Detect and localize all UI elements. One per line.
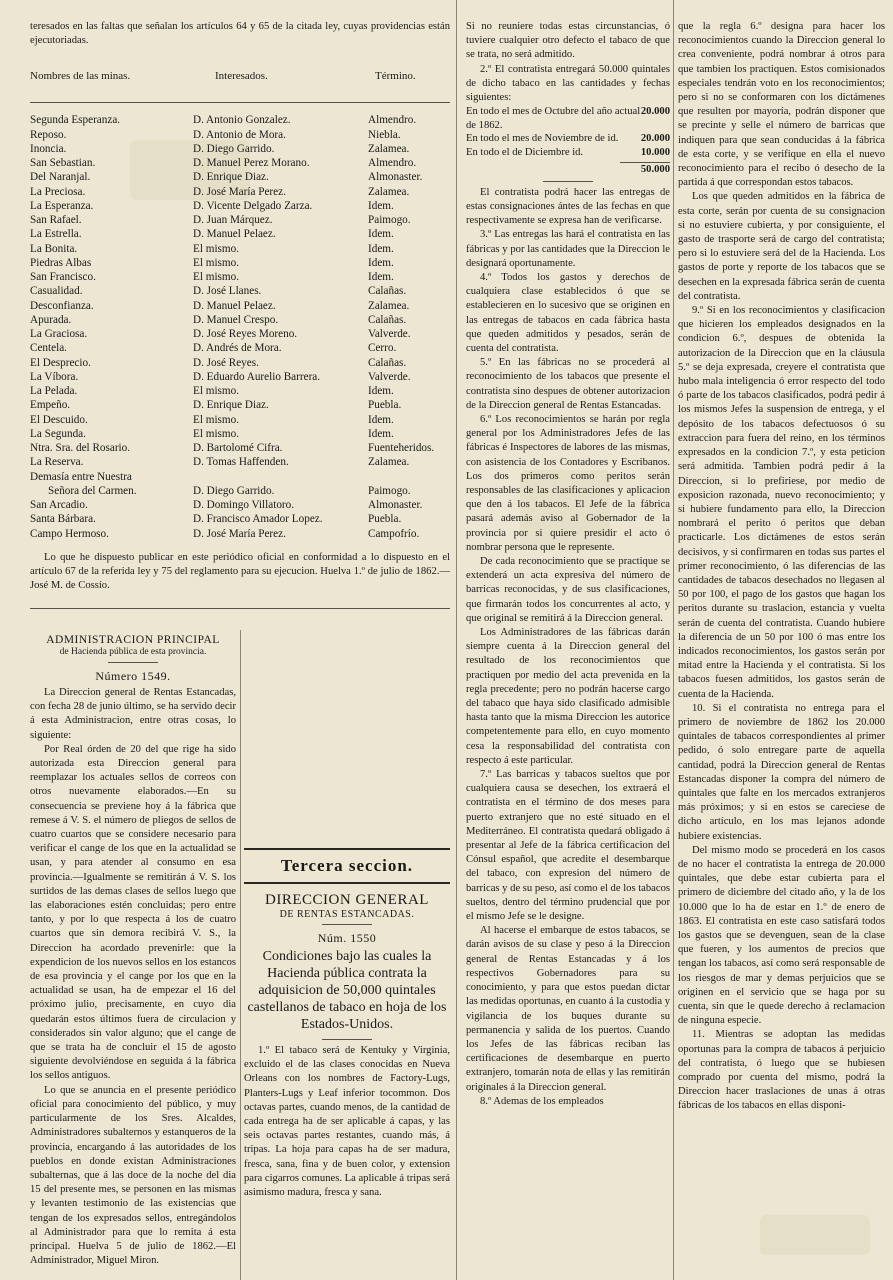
mine-name: Empeño. — [30, 399, 71, 412]
divider — [322, 924, 372, 925]
interesado: El mismo. — [193, 385, 239, 398]
direccion-number: Núm. 1550 — [317, 931, 377, 945]
termino: Paimogo. — [368, 214, 411, 227]
termino: Idem. — [368, 413, 394, 426]
termino: Fuenteheridos. — [368, 442, 435, 455]
table-row — [30, 470, 450, 484]
schedule-total-qty: 50.000 — [640, 164, 670, 176]
mine-name: Segunda Esperanza. — [30, 114, 121, 127]
interesado: D. José Llanes. — [193, 285, 262, 298]
termino: Valverde. — [368, 370, 411, 383]
paragraph: Al hacerse el embarque de estos tabacos, se darán avisos de su clase y peso á la Direccion general de Rentas Estancadas y á los respectivos Gobernadores para su conocimiento, y para que estos puedan dictar las medidas oportunas, en cuanto á la custodia y vigilancia de los buques durante su permanencia y salida de los puertos. Cuando los Jefes de las fábricas reciban las certificaciones de desembarque en puerto extranjero, tomarán nota de ellas y las remitirán originales á la Direccion general. — [466, 925, 670, 1093]
schedule-qty: 10.000 — [640, 146, 670, 158]
mine-name: Desconfianza. — [30, 299, 94, 312]
interesado: D. Manuel Crespo. — [193, 313, 279, 326]
column-middle — [466, 0, 670, 1280]
condition-1: 1.º El tabaco será de Kentuky y Virginia, excluido el de las clases conocidas en Nueva Orleans con los nombres de Factory-Lugs, Planters-Lugs y Leaf inferior tocommon. Dos octavas partes, cuando menos, de la cantidad de cada entrega ha de ser aplicable á capas, y las seis octavas partes restantes, cuando más, á tripas. La hoja para capas ha de ser madura, fresca, sana, fina y de buen color, y extension para cigarros comunes. La aplicable á tripas será asimismo madura, fresca y sana. — [244, 1045, 450, 1199]
interesado: D. Enrique Diaz. — [193, 399, 269, 412]
mine-name: La Pelada. — [30, 385, 78, 398]
table-row — [30, 327, 450, 341]
interesado: D. Enrique Diaz. — [193, 171, 269, 184]
schedule-row — [466, 146, 670, 160]
interesado: D. Manuel Perez Morano. — [193, 157, 310, 170]
interesado: El mismo. — [193, 413, 239, 426]
admin-heading: ADMINISTRACION PRINCIPAL — [46, 634, 220, 646]
table-row — [30, 313, 450, 327]
mine-name: La Estrella. — [30, 228, 82, 241]
mines-table — [30, 113, 450, 541]
termino: Calañas. — [368, 285, 407, 298]
condition-4: 4.º Todos los gastos y derechos de cualquiera clase establecidos ó que se establecieren en lo sucesivo que se originen en las entregas de tabacos en cada fábrica hasta que queden admitidos y pesados, serán de cuenta del contratista. — [466, 271, 670, 354]
mine-name: Centela. — [30, 342, 67, 355]
termino — [363, 470, 450, 484]
table-row — [30, 213, 450, 227]
admin-paragraph: La Direccion general de Rentas Estancadas, con fecha 28 de junio último, se ha servido decir á esta Administracion, entre otras cosas, lo siguiente: — [30, 687, 236, 741]
interesado: D. Bartolomé Cifra. — [193, 442, 283, 455]
direccion-column — [244, 630, 450, 1280]
mine-name: Del Naranjal. — [30, 171, 91, 184]
schedule-label: En todo el de Diciembre id. — [466, 146, 584, 158]
column-right — [678, 0, 885, 1280]
table-row — [30, 299, 450, 313]
column-rule — [240, 630, 241, 1280]
table-row — [30, 256, 450, 270]
interesado: D. Manuel Pelaez. — [193, 299, 276, 312]
section-rule — [244, 848, 450, 850]
admin-paragraph: Lo que se anuncia en el presente periódico oficial para conocimiento del público, y muy particularmente de los Sres. Alcaldes, Administradores subalternos y estanqueros de la provincia, encargando á las autoridades de los pueblos en donde existan Administraciones subalternas, que á las doce de la noche del dia 15 del presente mes, se personen en las mismas y levanten testimonio de las existencias que tengan de los expresados sellos, entregándolos al Administrador para que lo remita á esta principal. Huelva 5 de julio de 1862.—El Administrador, Miguel Miron. — [30, 1084, 236, 1267]
termino: Calañas. — [368, 313, 407, 326]
table-row — [30, 156, 450, 170]
mine-name: La Esperanza. — [30, 199, 94, 212]
termino: Almonaster. — [368, 171, 423, 184]
column-rule — [456, 0, 457, 1280]
mine-name: Campo Hermoso. — [30, 527, 109, 540]
termino: Zalamea. — [368, 299, 410, 312]
mine-name: San Francisco. — [30, 271, 96, 284]
interesado: D. Francisco Amador Lopez. — [193, 513, 323, 526]
delivery-schedule — [466, 105, 670, 177]
interesado: D. Diego Garrido. — [193, 142, 275, 155]
condition-9: 9.º Si en los reconocimientos y clasificacion que hicieren los empleados designados en la condicion 6.º, despues de obtenida la autorizacion de la Direccion que en la cláusula 5.º se deja expresada, creyere el contratista que hubo mala inteligencia ó error respecto del todo ó parte de los tabacos clasificados, podrá pedir á los mismos Jefes la suspension de entrega, y el depósito de los tabacos defectuosos ó su extraccion para fuera del reino, en los términos expresados en la condicion 7.º, y esta peticion será admitida. Tambien podrá pedir á la Direccion, si lo prefiriese, por medio de exposicion razonada, nuevo reconocimiento; y si hubiere fundamento para ello, la Direccion nombrará el perito ó peritos que deban practicarle. Los dictámenes de estos serán decisivos, y si confirmaren en todas sus partes el primer reconocimiento, ó las diferencias de las cantidades de tabacos desechados no llegasen al 50 por 100, el pago de los gastos que hagan los peritos durante su traslacion, estancia y vuelta serán de cuenta del contratista. Cuando hubiere la diferencia de un 50 por 100 ó mas entre los indicados reconocimientos, los gastos serán por mitad entre la Hacienda y el contratista. Si los tabacos fuesen admitidos, los gastos serán de cuenta de la Hacienda. — [678, 305, 885, 700]
table-row — [30, 270, 450, 284]
contract-title: Condiciones bajo las cuales la Hacienda pública contrata la adquisicion de 50,000 quintales castellanos de tabaco en hoja de los Estados-Unidos. — [247, 949, 447, 1032]
header-termino: Término. — [375, 70, 416, 83]
paragraph: Del mismo modo se procederá en los casos de no hacer el contratista la entrega de 20.000 quintales, que debe estar cubierta para el primero de diciembre del citado año, y la de los 10.000 que lo ha de estar en 1.º de enero de 1863. El contratista en este caso satisfará todos los gastos que se devenguen, sean de la clase que fueren, y los aumentos de precios que tengan los tabacos, así como será responsable de los riesgos de mar y demas perjuicios que se originen en el servicio que se haga por su cuenta, sin que le quede derecho á reclamacion de ninguna especie. — [678, 844, 885, 1027]
condition-10: 10. Si el contratista no entrega para el primero de noviembre de 1862 los 20.000 quintales de tabacos correspondientes al primer pedido, ó solo entregare parte de aquella cantidad, podrá la Direccion general de Rentas Estancadas disponer la compra del número de quintales que falte en los mercados extranjeros más próximos; y si en estos se careciese de dicho artículo, en los mas lejanos adonde hubiere existencias. — [678, 702, 885, 842]
table-row — [30, 441, 450, 455]
mine-name: La Víbora. — [30, 370, 79, 383]
condition-5: 5.º En las fábricas no se procederá al reconocimiento de los tabacos que presente el contratista sino despues de obtener autorizacion de la Direccion general de Rentas Estancadas. — [466, 357, 670, 411]
table-row — [30, 427, 450, 441]
table-row — [30, 341, 450, 355]
header-minas: Nombres de las minas. — [30, 70, 131, 83]
mine-name: Reposo. — [30, 128, 67, 141]
condition-8: 8.º Ademas de los empleados — [480, 1095, 604, 1107]
mine-name: Señora del Carmen. — [48, 484, 137, 497]
termino: Cerro. — [368, 342, 397, 355]
mine-name: San Rafael. — [30, 214, 82, 227]
paragraph: Si no reuniere todas estas circunstancias, ó tuviere cualquier otro defecto el tabaco de que se trata, no será admitido. — [466, 21, 670, 61]
condition-11: 11. Mientras se adoptan las medidas oportunas para la compra de tabacos á perjuicio del contratista, ó luego que se hubiesen comprado por cuenta del mismo, podrá la Direccion hacer traslaciones de unas á otras fábricas de los tabacos en ellas disponi- — [678, 1029, 885, 1112]
table-row — [30, 242, 450, 256]
termino: Zalamea. — [368, 185, 410, 198]
top-line: teresados en las faltas que señalan los artículos 64 y 65 de la citada ley, cuyas providencias están ejecutoriadas. — [30, 21, 450, 47]
mine-name: El Desprecio. — [30, 356, 91, 369]
interesado: D. José María Perez. — [193, 185, 286, 198]
schedule-qty: 20.000 — [640, 106, 670, 118]
termino: Calañas. — [368, 356, 407, 369]
mine-name: San Sebastian. — [30, 157, 96, 170]
direccion-subheading: DE RENTAS ESTANCADAS. — [279, 909, 415, 920]
table-row — [30, 413, 450, 427]
mine-name: La Segunda. — [30, 427, 86, 440]
schedule-label: En todo el mes de Octubre del año actual de 1862. — [466, 106, 641, 131]
condition-7: 7.º Las barricas y tabacos sueltos que por cualquiera causa se desechen, los extraerá el contratista en el término de dos meses para puerto extranjero que no esté situado en el Mediterráneo. El contratista quedará obligado á presentar al Jefe de la fábrica certificacion del Cónsul español, que acredite el desembarque del tabaco, con expresion del número de barricas y de su peso, así como el de los tabacos sueltos, dentro del término prudencial que por el mismo Jefe se le designe. — [466, 769, 670, 923]
termino: Idem. — [368, 199, 394, 212]
table-row — [30, 384, 450, 398]
mine-name: La Graciosa. — [30, 328, 88, 341]
admin-column — [30, 630, 236, 1280]
table-row — [30, 284, 450, 298]
mine-name: La Bonita. — [30, 242, 78, 255]
interesado: El mismo. — [193, 256, 239, 269]
termino: Idem. — [368, 256, 394, 269]
termino: Zalamea. — [368, 142, 410, 155]
interesado: D. José María Perez. — [193, 527, 286, 540]
termino: Niebla. — [368, 128, 401, 141]
interesado: D. Tomas Haffenden. — [193, 456, 289, 469]
mine-name: Piedras Albas — [30, 256, 92, 269]
lower-two-columns — [30, 630, 450, 1280]
interesado: D. Eduardo Aurelio Barrera. — [193, 370, 321, 383]
schedule-label: En todo el mes de Noviembre de id. — [466, 133, 619, 145]
interesado — [193, 470, 363, 484]
schedule-qty: 20.000 — [640, 133, 670, 145]
interesado: El mismo. — [193, 271, 239, 284]
mines-table-header — [30, 70, 450, 82]
termino: Almendro. — [368, 114, 417, 127]
interesado: D. José Reyes Moreno. — [193, 328, 298, 341]
interesado: D. Vicente Delgado Zarza. — [193, 199, 313, 212]
interesado: El mismo. — [193, 242, 239, 255]
paragraph: Los que queden admitidos en la fábrica de esta corte, serán por cuenta de su consignacion si no estuviere cubierta, y por consiguiente, el gasto de trasporte será de cargo del contratista; pero si lo estuviere será del de la Hacienda. Los gastos de porte y reporte de los tabacos que se desechen en la expresada fábrica serán de cuenta del contratista. — [678, 191, 885, 302]
interesado: D. Juan Márquez. — [193, 214, 273, 227]
section-rule — [244, 882, 450, 884]
table-row — [30, 527, 450, 541]
mine-name: La Reserva. — [30, 456, 84, 469]
paragraph: que la regla 6.º designa para hacer los reconocimientos cuando la Direccion general lo crea conveniente, podrá nombrar á otros para que tambien los practiquen. Estos comisionados especiales tendrán voto en los reconocimientos; pero si no se conformaren con los dictámenes que resulten por mayoría, podrán disponer que se precinte y selle el número de barricas que indiquen para que sean conducidas á la fábrica de esta corte, y se verifique en ella el nuevo reconocimiento para el recibo ó desecho de la partida á que correspondan estos tabacos. — [678, 21, 885, 189]
mine-name: El Descuido. — [30, 413, 88, 426]
termino: Zalamea. — [368, 456, 410, 469]
direccion-heading: DIRECCION GENERAL — [265, 892, 429, 908]
termino: Puebla. — [368, 399, 402, 412]
termino: Idem. — [368, 385, 394, 398]
termino: Idem. — [368, 242, 394, 255]
termino: Idem. — [368, 271, 394, 284]
table-row — [30, 512, 450, 526]
mine-name: Demasía entre Nuestra — [30, 470, 132, 483]
schedule-total — [466, 163, 670, 177]
table-rule — [30, 102, 450, 103]
table-row — [30, 142, 450, 156]
termino: Campofrío. — [368, 527, 420, 540]
divider — [543, 181, 593, 182]
table-row — [30, 398, 450, 412]
admin-subheading: de Hacienda pública de esta provincia. — [59, 647, 207, 657]
condition-3: 3.º Las entregas las hará el contratista en las fábricas y por las cantidades que la Direccion le designará oportunamente. — [466, 229, 670, 269]
paragraph: Los Administradores de las fábricas darán siempre cuenta á la Direccion general del resultado de los reconocimientos que practiquen por medio del acta prevenida en la regla precedente; pero no podrán hacerse cargo del tabaco que haya sido clasificado admisible hasta tanto que la misma Direccion les autorice competentemente para ello, en cuyo momento cesa la responsabilidad del contratista con respecto á este particular. — [466, 627, 670, 766]
interesado: D. Domingo Villatoro. — [193, 499, 295, 512]
termino: Idem. — [368, 427, 394, 440]
interesado: D. Diego Garrido. — [193, 484, 275, 497]
table-row — [30, 370, 450, 384]
mine-name: Ntra. Sra. del Rosario. — [30, 442, 131, 455]
interesado: D. Antonio de Mora. — [193, 128, 286, 141]
mine-name: San Arcadio. — [30, 499, 88, 512]
mine-name: Casualidad. — [30, 285, 83, 298]
interesado: D. Andrés de Mora. — [193, 342, 282, 355]
table-row — [30, 227, 450, 241]
divider — [108, 662, 158, 663]
condition-2: 2.º El contratista entregará 50.000 quintales de dicho tabaco en las cantidades y fechas siguientes: — [466, 63, 670, 104]
table-row — [30, 498, 450, 512]
mine-name: Apurada. — [30, 313, 72, 326]
section-title: Tercera seccion. — [280, 856, 414, 875]
termino: Idem. — [368, 228, 394, 241]
table-row — [30, 128, 450, 142]
table-row — [30, 199, 450, 213]
column-left — [30, 0, 450, 1280]
schedule-row — [466, 132, 670, 146]
table-row — [30, 170, 450, 184]
termino: Paimogo. — [368, 484, 411, 497]
table-row — [30, 185, 450, 199]
paragraph: De cada reconocimiento que se practique se extenderá un acta expresiva del número de barricas reconocidas, y de sus clasificaciones, que firmarán todos los concurrentes al acto, y que original se remitirá á la Direccion general. — [466, 556, 670, 624]
mine-name: Santa Bárbara. — [30, 513, 96, 526]
table-row — [30, 113, 450, 127]
admin-paragraph: Por Real órden de 20 del que rige ha sido autorizada esta Direccion general para reemplazar los actuales sellos de correos con otros nuevamente elaborados.—En su consecuencia se previene hoy á la fábrica que remese á V. S. el número de pliegos de sellos de cuatro cuartos que se considere necesario para verificar el cange de los que en la actualidad se usan, y para atender al consumo en esa provincia.—Igualmente se remitirán á V. S. los surtidos de las demas clases de sellos luego que las elaboraciones estén concluidas; pero entre tanto, y por lo que respecta á los de cuatro cuartos que sin demora recibirá V. S., la Direccion ha acordado prevenirle: que la expendicion de los nuevos sellos en los estancos de esa provincia y el cange por los que en la actualidad se usan, ha de empezar el 16 del próximo julio, precisamente, en cuyo dia quedarán estos últimos fuera de circulacion y considerados sin valor alguno; que el cange de que se trata ha de concluir el 15 de agosto siguiente devolviéndose en seguida á la fábrica los sellos antiguos. — [30, 743, 236, 1082]
interesado: D. Antonio Gonzalez. — [193, 114, 291, 127]
schedule-row — [466, 105, 670, 132]
termino: Puebla. — [368, 513, 402, 526]
interesado: D. José Reyes. — [193, 356, 259, 369]
mine-name: La Preciosa. — [30, 185, 86, 198]
column-rule — [673, 0, 674, 1280]
table-row — [30, 356, 450, 370]
table-row — [30, 455, 450, 469]
condition-6: 6.º Los reconocimientos se harán por regla general por los Administradores Jefes de las fábricas é Inspectores de labores de las mismas, con asistencia de los Contadores y Escribanos. Los dos primeros como peritos serán responsables de las clasificaciones y aplicacion que den á los tabacos. El Jefe de la fábrica pasará además aviso al Gobernador de la provincia por si quiere presidir el acto ó nombrar persona que le represente. — [466, 413, 670, 553]
section-rule — [30, 608, 450, 609]
closing-paragraph: Lo que he dispuesto publicar en este periódico oficial en conformidad a lo dispuesto en el artículo 67 de la referida ley y 75 del reglamento para su ejecucion. Huelva 1.º de julio de 1862.—José M. de Cossío. — [30, 551, 450, 592]
admin-number: Número 1549. — [95, 669, 171, 683]
interesado: El mismo. — [193, 427, 239, 440]
header-interesados: Interesados. — [215, 70, 268, 83]
termino: Almendro. — [368, 157, 417, 170]
interesado: D. Manuel Pelaez. — [193, 228, 276, 241]
paragraph: El contratista podrá hacer las entregas de estas consignaciones ántes de las fechas en que respectivamente se expresa han de verificarse. — [466, 186, 670, 227]
table-row — [30, 484, 450, 498]
divider — [322, 1039, 372, 1040]
mine-name: Inoncia. — [30, 142, 67, 155]
termino: Almonaster. — [368, 499, 423, 512]
termino: Valverde. — [368, 328, 411, 341]
